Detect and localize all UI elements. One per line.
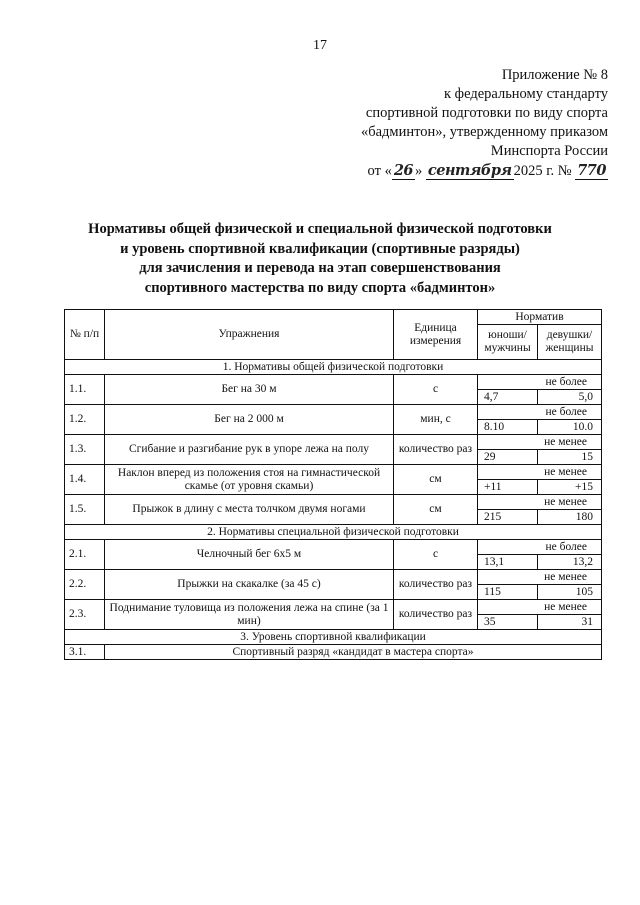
row-num: 1.5. bbox=[65, 495, 105, 525]
row-exercise: Поднимание туловища из положения лежа на спине (за 1 мин) bbox=[105, 600, 394, 630]
row-num: 1.2. bbox=[65, 405, 105, 435]
row-num: 1.3. bbox=[65, 435, 105, 465]
page-number: 17 bbox=[313, 38, 327, 53]
table-row bbox=[65, 465, 602, 480]
row-qualification: Спортивный разряд «кандидат в мастера спорта» bbox=[105, 645, 602, 660]
section-3-title: 3. Уровень спортивной квалификации bbox=[65, 630, 602, 645]
header-num: № п/п bbox=[65, 310, 105, 360]
header-unit: Единица измерения bbox=[394, 310, 478, 360]
row-exercise: Бег на 30 м bbox=[105, 375, 394, 405]
row-unit: количество раз bbox=[394, 435, 478, 465]
section-2-title: 2. Нормативы специальной физической подготовки bbox=[65, 525, 602, 540]
order-month: сентября bbox=[427, 162, 512, 179]
row-condition: не более bbox=[478, 375, 602, 390]
row-condition: не более bbox=[478, 405, 602, 420]
row-condition: не более bbox=[478, 540, 602, 555]
order-quote: » bbox=[415, 163, 423, 179]
row-exercise: Прыжки на скакалке (за 45 с) bbox=[105, 570, 394, 600]
row-condition: не менее bbox=[478, 495, 602, 510]
row-exercise: Бег на 2 000 м bbox=[105, 405, 394, 435]
annex-line-2: к федеральному стандарту bbox=[444, 86, 608, 102]
table-row bbox=[65, 495, 602, 510]
header-boys: юноши/ мужчины bbox=[478, 325, 538, 360]
title-line-1: Нормативы общей физической и специальной физической подготовки bbox=[88, 221, 552, 237]
row-girls: 5,0 bbox=[538, 390, 602, 405]
header-row bbox=[65, 310, 602, 325]
table-row bbox=[65, 645, 602, 660]
row-boys: 115 bbox=[478, 585, 538, 600]
row-boys: 8.10 bbox=[478, 420, 538, 435]
order-year-label: 2025 г. № bbox=[513, 163, 572, 179]
document-title bbox=[0, 220, 640, 298]
row-girls: 15 bbox=[538, 450, 602, 465]
row-num: 1.4. bbox=[65, 465, 105, 495]
annex-line-5: Минспорта России bbox=[490, 143, 608, 159]
row-condition: не менее bbox=[478, 435, 602, 450]
table-row bbox=[65, 405, 602, 420]
row-unit: количество раз bbox=[394, 570, 478, 600]
row-unit: с bbox=[394, 375, 478, 405]
section-row bbox=[65, 630, 602, 645]
order-day: 26 bbox=[393, 162, 414, 179]
row-unit: см bbox=[394, 495, 478, 525]
row-num: 2.2. bbox=[65, 570, 105, 600]
table-row bbox=[65, 600, 602, 615]
order-prefix: от « bbox=[367, 163, 392, 179]
row-girls: +15 bbox=[538, 480, 602, 495]
row-unit: количество раз bbox=[394, 600, 478, 630]
row-exercise: Прыжок в длину с места толчком двумя ногами bbox=[105, 495, 394, 525]
row-girls: 180 bbox=[538, 510, 602, 525]
title-line-3: для зачисления и перевода на этап совершенствования bbox=[139, 260, 501, 276]
annex-block bbox=[361, 66, 608, 181]
row-unit: см bbox=[394, 465, 478, 495]
table-row bbox=[65, 570, 602, 585]
title-line-4: спортивного мастерства по виду спорта «бадминтон» bbox=[144, 279, 496, 296]
annex-line-3: спортивной подготовки по виду спорта bbox=[365, 105, 608, 121]
header-norm: Норматив bbox=[478, 310, 602, 325]
row-boys: 13,1 bbox=[478, 555, 538, 570]
row-girls: 10.0 bbox=[538, 420, 602, 435]
row-unit: с bbox=[394, 540, 478, 570]
table-row bbox=[65, 540, 602, 555]
row-condition: не менее bbox=[478, 570, 602, 585]
row-num: 2.1. bbox=[65, 540, 105, 570]
annex-line-1: Приложение № 8 bbox=[501, 67, 608, 83]
row-num: 2.3. bbox=[65, 600, 105, 630]
norms-table bbox=[64, 309, 602, 660]
row-girls: 105 bbox=[538, 585, 602, 600]
section-1-title: 1. Нормативы общей физической подготовки bbox=[65, 360, 602, 375]
row-num: 3.1. bbox=[65, 645, 105, 660]
row-num: 1.1. bbox=[65, 375, 105, 405]
row-boys: 215 bbox=[478, 510, 538, 525]
row-boys: 4,7 bbox=[478, 390, 538, 405]
row-girls: 31 bbox=[538, 615, 602, 630]
row-unit: мин, с bbox=[394, 405, 478, 435]
row-condition: не менее bbox=[478, 600, 602, 615]
header-girls: девушки/ женщины bbox=[538, 325, 602, 360]
row-exercise: Сгибание и разгибание рук в упоре лежа на полу bbox=[105, 435, 394, 465]
section-row bbox=[65, 525, 602, 540]
header-exercise: Упражнения bbox=[105, 310, 394, 360]
row-boys: 35 bbox=[478, 615, 538, 630]
annex-line-4: «бадминтон», утвержденному приказом bbox=[360, 124, 608, 140]
row-exercise: Челночный бег 6x5 м bbox=[105, 540, 394, 570]
row-condition: не менее bbox=[478, 465, 602, 480]
row-boys: 29 bbox=[478, 450, 538, 465]
row-girls: 13,2 bbox=[538, 555, 602, 570]
section-row bbox=[65, 360, 602, 375]
table-row bbox=[65, 375, 602, 390]
order-number: 770 bbox=[577, 162, 606, 179]
row-boys: +11 bbox=[478, 480, 538, 495]
table-row bbox=[65, 435, 602, 450]
order-line bbox=[361, 161, 608, 181]
row-exercise: Наклон вперед из положения стоя на гимнастической скамье (от уровня скамьи) bbox=[105, 465, 394, 495]
title-line-2: и уровень спортивной квалификации (спортивные разряды) bbox=[120, 240, 520, 257]
